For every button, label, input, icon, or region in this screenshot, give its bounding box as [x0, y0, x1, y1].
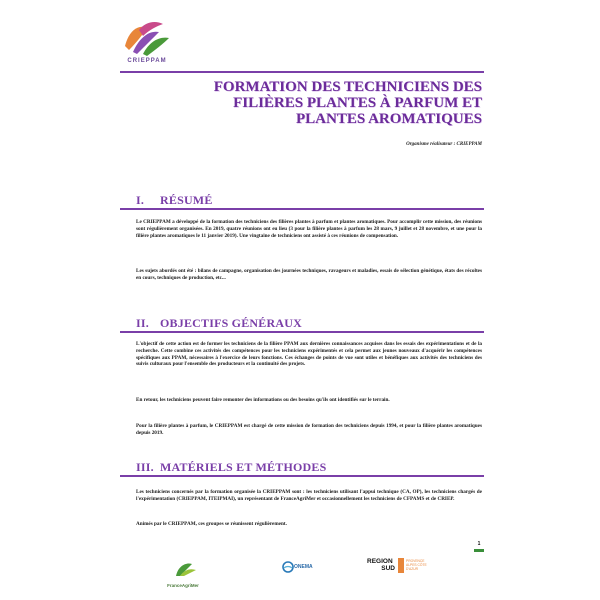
franceagrimer-logo: [160, 560, 206, 588]
region-sud-logo: [367, 558, 429, 580]
page-title: [190, 79, 482, 127]
section-number: III.: [136, 460, 154, 474]
logo-text: CRIEPPAM: [127, 58, 167, 64]
section-title: MATÉRIELS ET MÉTHODES: [160, 460, 327, 474]
section-heading-resume: [136, 193, 213, 208]
section-title: RÉSUMÉ: [160, 193, 213, 207]
paragraph: Les techniciens concernés par la formation organisée la CRIEPPAM sont : les techniciens utilisant l'appui technique (CA, OP), les techniciens chargés de l'expérimentation (CRIEPPAM, ITEIPMAI), un représentant de FranceAgriMer et occasionnellement les techniciens de CFPAMS et de CRIEP.: [136, 489, 482, 502]
paragraph: En retour, les techniciens peuvent faire remonter des informations ou des besoins qu'ils ont identifiés sur le terrain.: [136, 397, 390, 403]
region-text-line1: REGION: [367, 558, 393, 565]
crieppam-logo-icon: [119, 16, 175, 58]
section-divider: [120, 208, 484, 210]
section-divider: [120, 331, 484, 333]
section-divider: [120, 475, 484, 477]
section-heading-objectifs: [136, 316, 302, 331]
paragraph: Les sujets abordés ont été : bilans de campagne, organisation des journées techniques, ravageurs et maladies, essais de sélection génétique, états des récoltes en cours, techniques de production, etc...: [136, 268, 482, 281]
page-number: 1: [477, 541, 481, 547]
title-line-1: FORMATION DES TECHNICIENS DES: [213, 79, 482, 95]
paragraph: Animés par le CRIEPPAM, ces groupes se réunissent régulièrement.: [136, 521, 287, 527]
crieppam-logo: [119, 16, 175, 64]
onema-text: ONEMA: [294, 564, 313, 570]
section-heading-materiels: [136, 460, 326, 475]
title-line-2: FILIÈRES PLANTES À PARFUM ET: [233, 95, 482, 111]
paragraph: L'objectif de cette action est de former les techniciens de la filière PPAM aux dernières connaissances acquises dans les essais des expérimentations et de la recherche. Cette combine ces activités des compétences pour les techniciens expérimentés et cela permet aux jeunes nouveaux d'acquérir les compétences spécifiques aux PPAM, nécessaires à l'exercice de leurs fonctions. Ces échanges de points de vue sont utiles et bénéfiques aux activités des techniciens des suivis culturaux pour l'ensemble des producteurs et la continuité des projets.: [136, 341, 482, 368]
section-title: OBJECTIFS GÉNÉRAUX: [160, 316, 302, 330]
paragraph: Pour la filière plantes à parfum, le CRIEPPAM est chargé de cette mission de formation des techniciens depuis 1994, et pour la filière plantes aromatiques depuis 2019.: [136, 423, 482, 436]
top-divider: [120, 71, 484, 73]
paragraph: Le CRIEPPAM a développé de la formation des techniciens des filières plantes à parfum et plantes aromatiques. Pour accomplir cette mission, des réunions sont régulièrement organisées. En 2019, quatre réunions ont eu lieu (3 pour la filière plantes à parfum les 28 mars, 9 juillet et 28 novembre, et une pour la filière plantes aromatiques le 11 janvier 2019). Une vingtaine de techniciens ont assisté à ces réunions de compensation.: [136, 219, 482, 239]
page-number-bar: [474, 549, 484, 552]
organizer-line: Organisme réalisateur : CRIEPPAM: [406, 142, 482, 147]
region-text-line2: SUD: [381, 565, 395, 572]
onema-logo: [276, 560, 324, 582]
region-color-bar-icon: [398, 558, 404, 573]
section-number: I.: [136, 193, 145, 207]
section-number: II.: [136, 316, 149, 330]
title-line-3: PLANTES AROMATIQUES: [295, 111, 482, 127]
franceagrimer-leaf-icon: [160, 560, 206, 578]
franceagrimer-text: FranceAgriMer: [167, 583, 199, 588]
region-subtext: PROVENCE ALPES CÔTE D'AZUR: [406, 559, 427, 571]
